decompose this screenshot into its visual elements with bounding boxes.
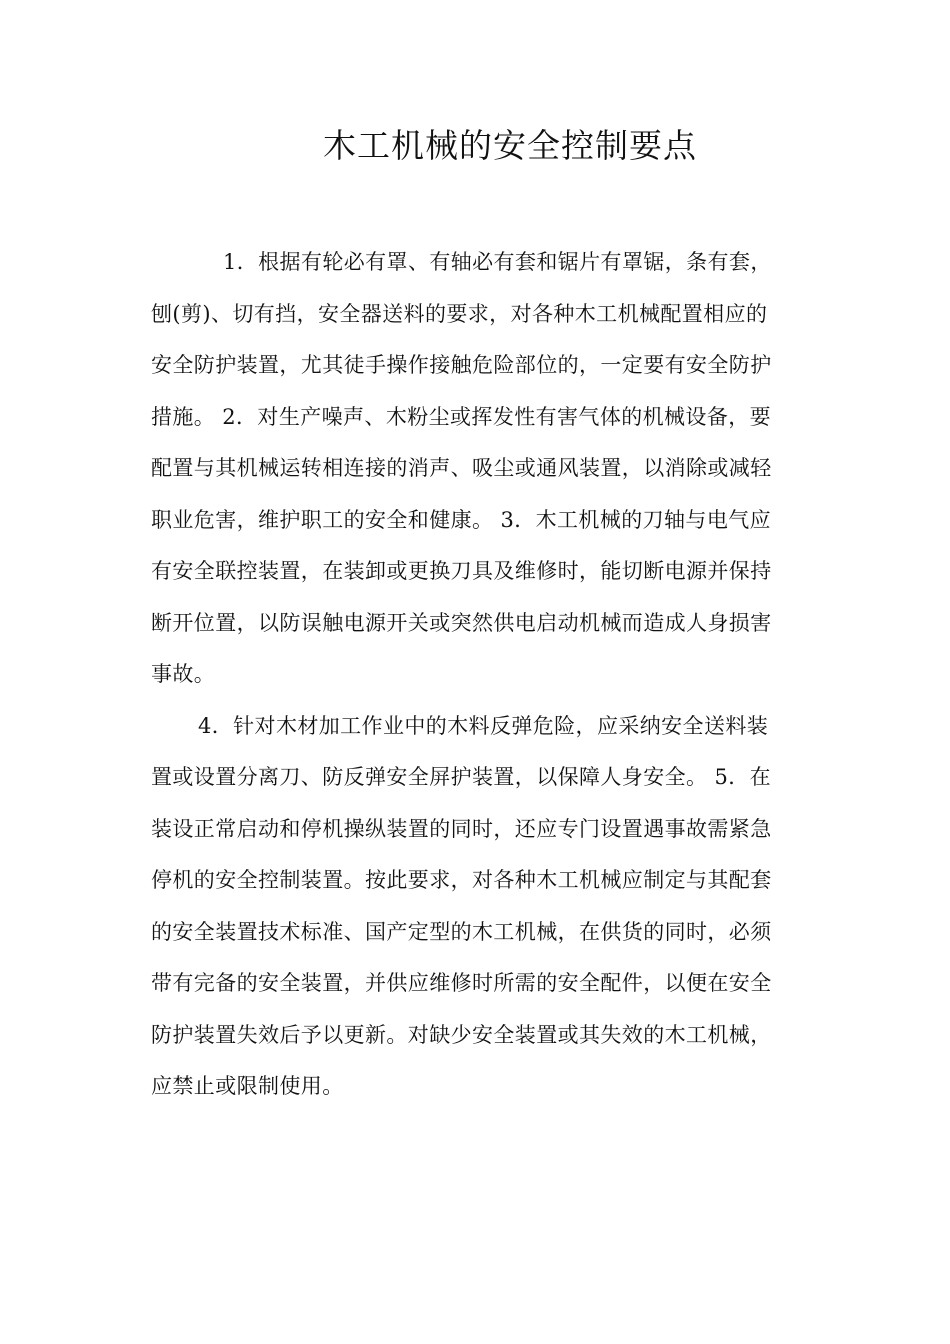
text-line: 断开位置，以防误触电源开关或突然供电启动机械而造成人身损害: [151, 610, 772, 635]
text-line: 置或设置分离刀、防反弹安全屏护装置，以保障人身安全。 5．在: [151, 765, 772, 789]
text-line: 应禁止或限制使用。: [151, 1074, 344, 1098]
text-line: 事故。: [151, 662, 216, 686]
text-line: 有安全联控装置，在装卸或更换刀具及维修时，能切断电源并保持: [151, 559, 772, 583]
text-line: 1．根据有轮必有罩、有轴必有套和锯片有罩锯，条有套，: [223, 250, 772, 274]
text-line: 停机的安全控制装置。按此要求，对各种木工机械应制定与其配套: [151, 868, 772, 892]
text-line: 带有完备的安全装置，并供应维修时所需的安全配件，以便在安全: [151, 971, 772, 995]
text-line: 的安全装置技术标准、国产定型的木工机械，在供货的同时，必须: [151, 919, 772, 944]
document-title: 木工机械的安全控制要点: [323, 126, 697, 165]
text-line: 安全防护装置，尤其徒手操作接触危险部位的，一定要有安全防护: [151, 353, 772, 377]
text-line: 4．针对木材加工作业中的木料反弹危险，应采纳安全送料装: [198, 713, 769, 738]
text-line: 配置与其机械运转相连接的消声、吸尘或通风装置，以消除或减轻: [151, 456, 772, 480]
paragraph-2: [151, 706, 803, 1118]
text-line: 刨(剪)、切有挡，安全器送料的要求，对各种木工机械配置相应的: [151, 301, 768, 326]
text-line: 防护装置失效后予以更新。对缺少安全装置或其失效的木工机械，: [151, 1022, 772, 1047]
paragraph-1: [151, 242, 803, 706]
document-body: [151, 242, 803, 1118]
text-line: 措施。 2．对生产噪声、木粉尘或挥发性有害气体的机械设备，要: [151, 404, 772, 429]
text-line: 装设正常启动和停机操纵装置的同时，还应专门设置遇事故需紧急: [151, 816, 772, 841]
text-line: 职业危害，维护职工的安全和健康。 3．木工机械的刀轴与电气应: [151, 507, 772, 532]
